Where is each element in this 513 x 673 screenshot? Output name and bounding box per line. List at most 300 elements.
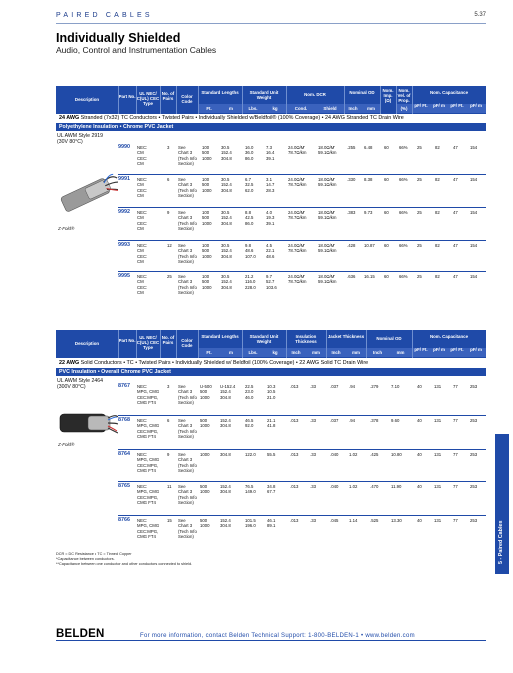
- conductor-details: Solid Conductors • TC • Twisted Pairs • Individually Shielded w/ Beldfoil (100% Coverage) • 22 AWG Solid TC Drain Wire: [80, 360, 369, 366]
- ul-type: CEC:MPG,: [137, 462, 159, 468]
- ul-type: NEC:: [137, 177, 148, 182]
- od-mm: 8.38: [364, 177, 373, 182]
- od-mm: 9.60: [391, 418, 400, 423]
- length-m: 152.4: [221, 279, 232, 285]
- impedance: 60: [384, 145, 389, 150]
- ul-type: CM: [137, 290, 144, 296]
- velocity: 66%: [399, 210, 408, 215]
- velocity: 66%: [399, 243, 408, 248]
- length-m: 304.8: [220, 452, 231, 457]
- sub-shield: Shield: [316, 104, 344, 113]
- col-std-length: Standard Lengths: [201, 90, 239, 95]
- insulation-mm: .33: [310, 484, 316, 489]
- length-ft: 1000: [202, 187, 212, 193]
- pair-count: 9: [167, 452, 170, 457]
- jacket-mm: 1.02: [349, 452, 358, 457]
- section-tab[interactable]: [495, 434, 509, 574]
- sub-pf3: pF/ Ft.: [448, 104, 466, 113]
- cap-pf-m: 253: [470, 452, 478, 457]
- section-tab-label: 5 - Paired Cables: [498, 520, 504, 564]
- length-m: 152.4: [220, 484, 231, 489]
- cap-pf-ft: 77: [453, 452, 458, 457]
- sub-lbs: Lbs.: [242, 348, 264, 357]
- weight-kg: 7.3: [266, 145, 272, 150]
- weight-lbs: 76.5: [245, 484, 254, 489]
- cap-pf-m: 154: [470, 243, 478, 248]
- col-vel: Nom. Vel. of Prop.: [397, 88, 411, 103]
- col-color: Color Code: [181, 338, 193, 348]
- col-divider: [176, 86, 177, 114]
- sub-ft: Ft.: [198, 348, 220, 357]
- ul-type: CM: [137, 226, 144, 232]
- color-code: (Tech Info: [178, 428, 197, 434]
- footnote: **Capacitance between one conductor and other conductors connected to shield.: [56, 562, 193, 567]
- weight-lbs: 9.8: [245, 243, 251, 248]
- ul-type: CM: [137, 215, 144, 221]
- header-rule: [56, 23, 486, 24]
- dcr-conductor: 24.0Ω/M': [288, 145, 306, 150]
- ul-type: CEC:MPG,: [137, 528, 159, 534]
- color-code: Section): [178, 500, 194, 506]
- ul-type: NEC:: [137, 210, 148, 215]
- cap-pf-m: 131: [434, 452, 442, 457]
- page-header: [56, 12, 486, 22]
- ul-type: CM: [137, 150, 144, 156]
- table2-header: [56, 330, 486, 358]
- od-inch: .255: [347, 145, 356, 150]
- col-divider: [160, 86, 161, 114]
- part-number: 8766: [118, 517, 130, 523]
- table-row: [56, 418, 486, 446]
- dcr-conductor: 78.7Ω/km: [288, 215, 307, 221]
- ul-type: NEC:: [137, 384, 148, 389]
- color-code: Section): [178, 534, 194, 540]
- weight-kg: 39.1: [266, 155, 275, 161]
- ul-type: CMG FT4: [137, 500, 156, 506]
- ul-type: CM: [137, 161, 144, 167]
- cap-pf-ft: 47: [453, 210, 458, 215]
- ul-type: CEC:MPG,: [137, 494, 159, 500]
- cap-pf-m: 131: [434, 484, 442, 489]
- col-nom-od: Nominal OD: [376, 336, 402, 341]
- cap-pf-m: 253: [470, 384, 478, 389]
- length-m: 304.8: [220, 489, 231, 495]
- insulation-inch: .013: [290, 484, 299, 489]
- col-dcr: Nom. DCR: [304, 92, 326, 97]
- length-ft: 500: [202, 279, 210, 285]
- insulation-mm: .33: [310, 384, 316, 389]
- table-row: [56, 145, 486, 173]
- cap-pf-m: 131: [434, 518, 442, 523]
- color-code: Chart 3: [178, 248, 193, 254]
- length-m: 30.5: [221, 177, 230, 182]
- length-m: 30.5: [221, 243, 230, 248]
- cap-pf-m: 131: [434, 418, 442, 423]
- length-ft: 100: [202, 177, 210, 182]
- od-inch: .525: [370, 518, 379, 523]
- ul-type: MPG, CMG: [137, 523, 160, 529]
- length-m: 304.8: [221, 284, 232, 290]
- od-inch: .383: [347, 210, 356, 215]
- od-mm: 10.80: [391, 452, 402, 457]
- ul-type: CEC:: [137, 155, 148, 161]
- length-ft: 1000: [202, 284, 212, 290]
- length-m: 152.4: [221, 248, 232, 254]
- color-code: Section): [178, 434, 194, 440]
- page-title: Individually Shielded: [56, 31, 181, 45]
- length-ft: 100: [202, 210, 210, 215]
- color-code: See: [178, 274, 186, 279]
- weight-lbs: 46.5: [245, 418, 254, 423]
- od-mm: 6.48: [364, 145, 373, 150]
- row-divider: [118, 271, 486, 272]
- col-divider: [160, 330, 161, 358]
- sub-inch: Inch: [344, 104, 362, 113]
- length-ft: 1000: [202, 253, 212, 259]
- table1-header: [56, 86, 486, 114]
- length-ft: 500: [200, 518, 208, 523]
- color-code: See: [178, 484, 186, 489]
- dcr-shield: 18.0Ω/M': [318, 210, 336, 215]
- length-m: 152.4: [221, 215, 232, 221]
- od-inch: .425: [370, 452, 379, 457]
- sub-pct: (%): [396, 104, 412, 113]
- row-divider: [118, 174, 486, 175]
- length-m: 304.8: [221, 220, 232, 226]
- weight-kg: 48.6: [266, 253, 275, 259]
- length-ft: 100: [202, 274, 210, 279]
- ul-type: MPG, CMG: [137, 389, 160, 395]
- col-divider: [176, 330, 177, 358]
- color-code: (Tech Info: [178, 284, 197, 290]
- color-code: Chart 3: [178, 215, 193, 221]
- weight-kg: 21.0: [267, 394, 276, 400]
- od-inch: .636: [347, 274, 356, 279]
- col-divider: [344, 86, 345, 114]
- sub-pf2: pF/ m: [430, 104, 448, 113]
- insulation-mm: .33: [310, 418, 316, 423]
- sub-kg: kg: [264, 104, 286, 113]
- jacket-mm: .94: [349, 418, 355, 423]
- insulation-inch: .013: [290, 518, 299, 523]
- dcr-conductor: 24.0Ω/M': [288, 274, 306, 279]
- sub-inch: Inch: [286, 348, 306, 357]
- sub-mm: mm: [346, 348, 366, 357]
- insulation-inch: .013: [290, 452, 299, 457]
- weight-lbs: 107.0: [245, 253, 256, 259]
- ul-type: CEC:: [137, 187, 148, 193]
- length-ft: 100: [202, 243, 210, 248]
- ul-type: CMG FT4: [137, 534, 156, 540]
- length-ft: 1000: [200, 523, 210, 529]
- length-ft: 1000: [202, 220, 212, 226]
- jacket-mm: 1.02: [349, 484, 358, 489]
- cap-pf-m: 154: [470, 210, 478, 215]
- pair-count: 9: [167, 210, 170, 215]
- jacket-inch: .045: [330, 518, 339, 523]
- conductor-details: Stranded (7x32) TC Conductors • Twisted Pairs • Individually Shielded w/Beldfoil® (100% Coverage) • 24 AWG Stranded TC Drain Wire: [80, 115, 404, 121]
- length-ft: 500: [200, 484, 208, 489]
- od-mm: 9.73: [364, 210, 373, 215]
- color-code: Section): [178, 226, 194, 232]
- sub-pf3: pF/ Ft.: [448, 348, 466, 357]
- impedance: 60: [384, 274, 389, 279]
- length-ft: 100: [202, 145, 210, 150]
- weight-kg: 52.7: [266, 279, 275, 285]
- color-code: Chart 3: [178, 182, 193, 188]
- color-code: Chart 3: [178, 423, 193, 429]
- weight-kg: 9.7: [266, 274, 272, 279]
- insulation-mm: .33: [310, 518, 316, 523]
- cap-pf-m: 154: [470, 274, 478, 279]
- ul-type: CEC:: [137, 253, 148, 259]
- od-inch: .279: [370, 384, 379, 389]
- od-inch: .470: [370, 484, 379, 489]
- table-row: [56, 452, 486, 480]
- col-pairs: No. of Pairs: [161, 335, 175, 345]
- cap-pf-ft: 25: [417, 243, 422, 248]
- length-ft: 500: [200, 389, 208, 395]
- sub-pf1: pF/ Ft.: [412, 348, 430, 357]
- weight-kg: 16.4: [266, 150, 275, 156]
- col-divider: [118, 86, 119, 114]
- part-number: 8765: [118, 483, 130, 489]
- velocity: 66%: [399, 177, 408, 182]
- part-number: 9990: [118, 144, 130, 150]
- table-row: [56, 484, 486, 512]
- ul-type: CMG FT4: [137, 434, 156, 440]
- description-line: (300V 80°C): [57, 384, 86, 390]
- color-code: See: [178, 210, 186, 215]
- sub-ft: Ft.: [198, 104, 220, 113]
- weight-lbs: 86.0: [245, 155, 254, 161]
- part-number: 8764: [118, 451, 130, 457]
- length-m: 304.8: [221, 155, 232, 161]
- length-ft: 1000: [200, 452, 210, 457]
- description-line: UL AWM Style 2464: [57, 378, 104, 384]
- row-divider: [118, 240, 486, 241]
- col-std-weight: Standard Unit Weight: [249, 90, 279, 100]
- col-divider: [396, 86, 397, 114]
- belden-logo: BELDEN: [56, 628, 105, 640]
- color-code: See: [178, 177, 186, 182]
- cap-pf-m: 82: [435, 145, 440, 150]
- footnote: *Capacitance between conductors.: [56, 557, 115, 562]
- page-footer: [56, 626, 486, 644]
- weight-kg: 67.7: [267, 489, 276, 495]
- table-row: [56, 518, 486, 546]
- ul-type: CEC:MPG,: [137, 428, 159, 434]
- weight-kg: 4.0: [266, 210, 272, 215]
- ul-type: NEC:: [137, 484, 148, 489]
- length-ft: 1000: [200, 394, 210, 400]
- sub-pf4: pF/ m: [466, 104, 486, 113]
- row-divider: [118, 515, 486, 516]
- col-divider: [380, 86, 381, 114]
- col-divider: [286, 86, 287, 114]
- col-ins-thickness: Insulation Thickness: [295, 334, 317, 344]
- col-divider: [242, 86, 243, 114]
- color-code: (Tech Info: [178, 462, 197, 468]
- dcr-conductor: 78.7Ω/km: [288, 248, 307, 254]
- page-number: 5.37: [474, 12, 486, 18]
- sub-pf4: pF/ m: [466, 348, 486, 357]
- cap-pf-ft: 47: [453, 243, 458, 248]
- col-divider: [198, 330, 199, 358]
- weight-lbs: 8.8: [245, 210, 251, 215]
- col-divider: [412, 330, 413, 358]
- dcr-conductor: 78.7Ω/km: [288, 279, 307, 285]
- weight-lbs: 6.7: [245, 177, 251, 182]
- row-divider: [118, 449, 486, 450]
- insulation-mm: .33: [310, 452, 316, 457]
- footnotes: [56, 552, 192, 568]
- weight-kg: 3.1: [266, 177, 272, 182]
- cap-pf-ft: 25: [417, 177, 422, 182]
- ul-type: CEC:: [137, 220, 148, 226]
- col-std-weight: Standard Unit Weight: [249, 334, 279, 344]
- table-row: [56, 274, 486, 302]
- ul-type: NEC:: [137, 518, 148, 523]
- ul-type: NEC:: [137, 418, 148, 423]
- length-m: 304.8: [221, 187, 232, 193]
- color-code: (Tech Info: [178, 394, 197, 400]
- cap-pf-m: 253: [470, 418, 478, 423]
- dcr-shield: 18.0Ω/M': [318, 145, 336, 150]
- color-code: See: [178, 518, 186, 523]
- ul-type: CMG FT4: [137, 400, 156, 406]
- cap-pf-ft: 47: [453, 274, 458, 279]
- length-m: U-152.4: [220, 384, 236, 389]
- table-row: [56, 177, 486, 205]
- table2-conductor-spec: [56, 360, 486, 367]
- sub-cond: Cond.: [286, 104, 316, 113]
- od-mm: 10.87: [364, 243, 375, 248]
- dcr-conductor: 24.0Ω/M': [288, 210, 306, 215]
- length-m: 304.8: [220, 394, 231, 400]
- jacket-inch: .037: [330, 384, 339, 389]
- cap-pf-ft: 40: [417, 452, 422, 457]
- od-mm: 11.90: [391, 484, 402, 489]
- table2-insulation: PVC Insulation • Overall Chrome PVC Jacket: [56, 368, 486, 376]
- weight-kg: 28.3: [266, 187, 275, 193]
- footnote: DCR = DC Resistance • TC = Tinned Copper: [56, 552, 132, 556]
- cap-pf-m: 154: [470, 145, 478, 150]
- ul-type: NEC:: [137, 452, 148, 457]
- sub-inch: Inch: [366, 348, 389, 357]
- cap-pf-ft: 25: [417, 274, 422, 279]
- col-pairs: No. of Pairs: [161, 91, 175, 101]
- dcr-shield: 18.0Ω/M': [318, 274, 336, 279]
- color-code: Section): [178, 161, 194, 167]
- length-m: 152.4: [221, 182, 232, 188]
- color-code: See: [178, 243, 186, 248]
- col-part: Part No.: [118, 94, 136, 99]
- weight-lbs: 101.5: [245, 518, 256, 523]
- ul-type: CEC:: [137, 284, 148, 290]
- col-divider: [136, 86, 137, 114]
- weight-kg: 39.1: [266, 220, 275, 226]
- weight-lbs: 116.0: [245, 279, 256, 285]
- weight-lbs: 23.0: [245, 389, 254, 395]
- pair-count: 3: [167, 384, 170, 389]
- cap-pf-ft: 77: [453, 384, 458, 389]
- length-m: 30.5: [221, 145, 230, 150]
- cap-pf-ft: 47: [453, 145, 458, 150]
- table-row: [56, 384, 486, 412]
- dcr-shield: 59.1Ω/km: [318, 248, 337, 254]
- color-code: (Tech Info: [178, 253, 197, 259]
- cap-pf-ft: 25: [417, 210, 422, 215]
- col-nom-od: Nominal OD: [349, 90, 375, 95]
- jacket-inch: .037: [330, 418, 339, 423]
- sub-m: m: [220, 348, 242, 357]
- length-ft: 1000: [200, 423, 210, 429]
- sub-mm: mm: [362, 104, 380, 113]
- length-m: 152.4: [220, 518, 231, 523]
- weight-lbs: 21.2: [245, 274, 254, 279]
- length-m: 304.8: [220, 423, 231, 429]
- dcr-shield: 18.0Ω/M': [318, 177, 336, 182]
- length-ft: 500: [202, 215, 210, 221]
- ul-type: CM: [137, 193, 144, 199]
- length-ft: 1000: [200, 489, 210, 495]
- weight-kg: 34.8: [267, 484, 276, 489]
- color-code: (Tech Info: [178, 155, 197, 161]
- part-number: 8768: [118, 417, 130, 423]
- weight-lbs: 48.6: [245, 248, 254, 254]
- dcr-shield: 59.1Ω/km: [318, 182, 337, 188]
- col-std-length: Standard Lengths: [201, 334, 239, 339]
- ul-type: CM: [137, 248, 144, 254]
- velocity: 66%: [399, 145, 408, 150]
- cap-pf-ft: 25: [417, 145, 422, 150]
- col-ul: UL NEC/ C(UL) CEC Type: [136, 91, 160, 106]
- weight-lbs: 196.0: [245, 523, 256, 529]
- cap-pf-ft: 40: [417, 418, 422, 423]
- row-divider: [118, 415, 486, 416]
- jacket-mm: .94: [349, 384, 355, 389]
- impedance: 60: [384, 177, 389, 182]
- color-code: (Tech Info: [178, 528, 197, 534]
- part-number: 9991: [118, 176, 130, 182]
- od-mm: 16.15: [364, 274, 375, 279]
- weight-lbs: 92.0: [245, 423, 254, 429]
- weight-kg: 22.1: [266, 248, 275, 254]
- weight-kg: 46.1: [267, 518, 276, 523]
- ul-type: CM: [137, 259, 144, 265]
- zfold-label: Z-Fold®: [58, 442, 75, 447]
- color-code: Chart 3: [178, 279, 193, 285]
- row-divider: [118, 481, 486, 482]
- part-number: 9993: [118, 242, 130, 248]
- conductor-gauge: 22 AWG: [59, 360, 80, 366]
- pair-count: 12: [167, 243, 172, 248]
- dcr-shield: 59.1Ω/km: [318, 279, 337, 285]
- ul-type: CEC:MPG,: [137, 394, 159, 400]
- col-part: Part No.: [118, 338, 136, 343]
- od-inch: .378: [370, 418, 379, 423]
- dcr-shield: 59.1Ω/km: [318, 150, 337, 156]
- color-code: (Tech Info: [178, 494, 197, 500]
- col-capacitance: Nom. Capacitance: [429, 334, 469, 339]
- col-divider: [136, 330, 137, 358]
- pair-count: 11: [167, 484, 172, 489]
- col-description: Description: [74, 97, 100, 102]
- conductor-gauge: 24 AWG: [59, 115, 80, 121]
- weight-kg: 103.6: [266, 284, 277, 290]
- color-code: Chart 3: [178, 150, 193, 156]
